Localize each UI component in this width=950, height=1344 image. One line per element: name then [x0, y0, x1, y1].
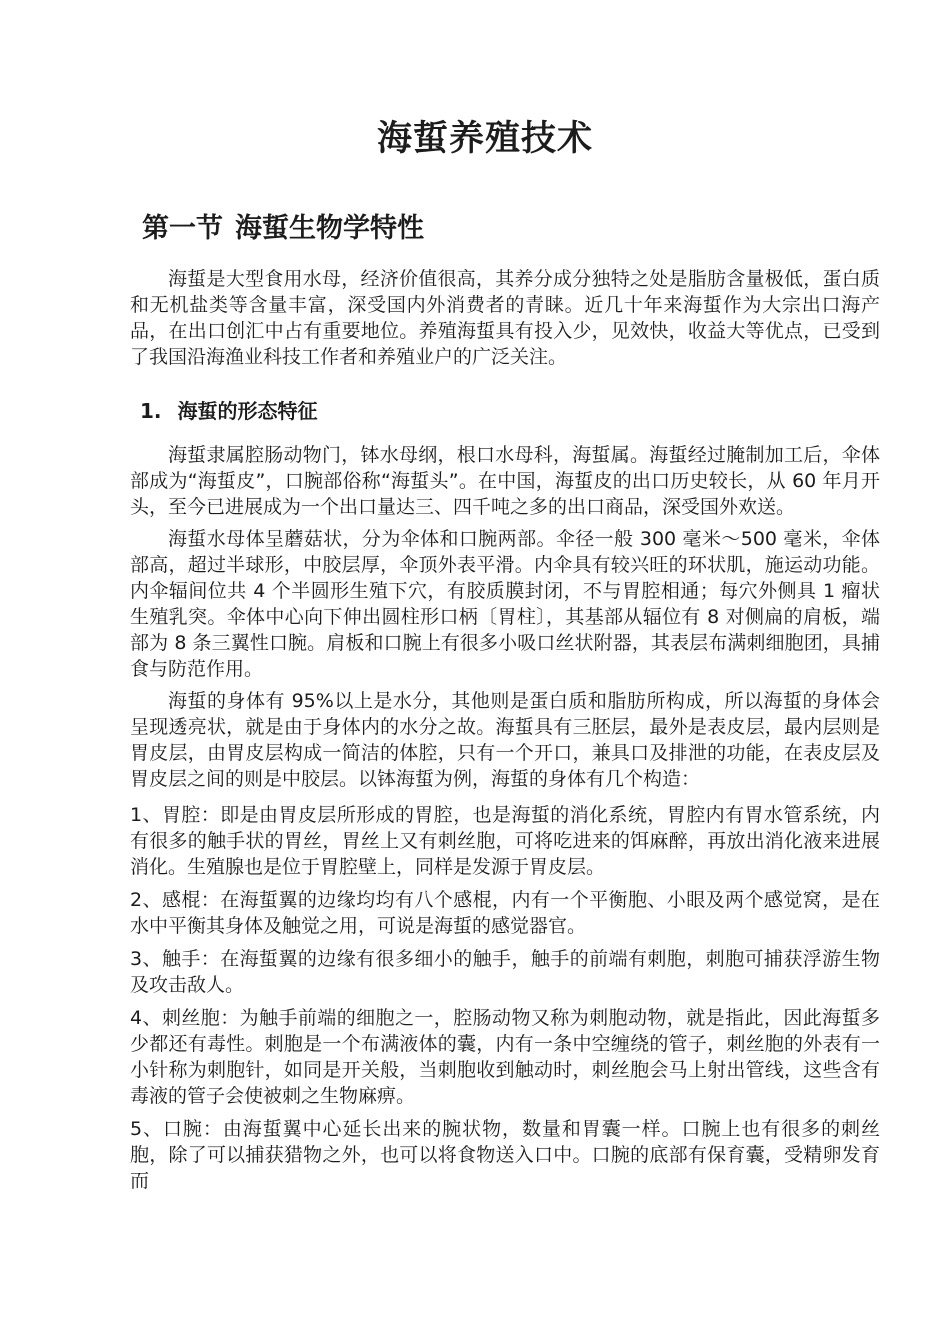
numbered-item — [130, 1005, 880, 1109]
item-number: 4、 — [130, 1007, 162, 1029]
document-title: 海蜇养殖技术 — [376, 119, 593, 159]
item-text: 感棍：在海蜇翼的边缘均均有八个感棍，内有一个平衡胞、小眼及两个感觉窝，是在水中平衡其身体及触觉之用，可说是海蜇的感觉器官。 — [130, 889, 880, 937]
body-paragraph: 海蜇的身体有 95%以上是水分，其他则是蛋白质和脂肪所构成，所以海蜇的身体会呈现透亮状，就是由于身体内的水分之故。海蜇具有三胚层，最外是表皮层，最内层则是胃皮层，由胃皮层构成一简洁的体腔，只有一个开口，兼具口及排泄的功能，在表皮层及胃皮层之间的则是中胶层。以钵海蜇为例，海蜇的身体有几个构造： — [130, 690, 880, 790]
body-paragraph: 海蜇水母体呈蘑菇状，分为伞体和口腕两部。伞径一般 300 毫米～500 毫米，伞体部高，超过半球形，中胶层厚，伞顶外表平滑。内伞具有较兴旺的环状肌，施运动功能。内伞辐间位共 4 个半圆形生殖下穴，有胶质膜封闭，不与胃腔相通；每穴外侧具 1 瘤状生殖乳突。伞体中心向下伸出圆柱形口柄〔胃柱〕，其基部从辐位有 8 对侧扁的肩板，端部为 8 条三翼性口腕。肩板和口腕上有很多小吸口丝状附器，其表层布满刺细胞团，具捕食与防范作用。 — [130, 528, 880, 680]
numbered-item — [130, 1116, 880, 1194]
subsection-heading — [140, 398, 880, 424]
item-number: 5、 — [130, 1118, 163, 1140]
numbered-item — [130, 887, 880, 939]
item-number: 3、 — [130, 948, 162, 970]
numbered-item — [130, 946, 880, 998]
item-text: 口腕：由海蜇翼中心延长出来的腕状物，数量和胃囊一样。口腕上也有很多的刺丝胞，除了可以捕获猎物之外，也可以将食物送入口中。口腕的底部有保育囊，受精卵发育而 — [130, 1118, 880, 1192]
subsection-number: 1. — [140, 399, 162, 423]
numbered-item — [130, 802, 880, 880]
item-number: 1、 — [130, 804, 162, 826]
body-paragraph: 海蜇隶属腔肠动物门，钵水母纲，根口水母科，海蜇属。海蜇经过腌制加工后，伞体部成为“海蜇皮”，口腕部俗称“海蜇头”。在中国，海蜇皮的出口历史较长，从 60 年月开头，至今已进展成为一个出口量达三、四千吨之多的出口商品，深受国外欢送。 — [130, 444, 880, 518]
item-text: 胃腔：即是由胃皮层所形成的胃腔，也是海蜇的消化系统，胃腔内有胃水管系统，内有很多的触手状的胃丝，胃丝上又有刺丝胞，可将吃进来的饵麻醉，再放出消化液来进展消化。生殖腺也是位于胃腔壁上，同样是发源于胃皮层。 — [130, 804, 880, 878]
section-heading — [142, 212, 880, 246]
item-text: 触手：在海蜇翼的边缘有很多细小的触手，触手的前端有刺胞，刺胞可捕获浮游生物及攻击敌人。 — [130, 948, 880, 996]
item-number: 2、 — [130, 889, 162, 911]
numbered-items-list — [130, 802, 880, 1194]
intro-paragraph: 海蜇是大型食用水母，经济价值很高，其养分成分独特之处是脂肪含量极低，蛋白质和无机盐类等含量丰富，深受国内外消费者的青睐。近几十年来海蜇作为大宗出口海产品，在出口创汇中占有重要地位。养殖海蜇具有投入少，见效快，收益大等优点，已受到了我国沿海渔业科技工作者和养殖业户的广泛关注。 — [130, 268, 880, 368]
section-number: 第一节 — [142, 213, 223, 244]
section-title: 海蜇生物学特性 — [235, 213, 424, 244]
item-text: 刺丝胞：为触手前端的细胞之一，腔肠动物又称为刺胞动物，就是指此，因此海蜇多少都还有毒性。刺胞是一个布满液体的囊，内有一条中空缠绕的管子，刺丝胞的外表有一小针称为刺胞针，如同是开关般，当刺胞收到触动时，刺丝胞会马上射出管线，这些含有毒液的管子会使被刺之生物麻痹。 — [130, 1007, 880, 1107]
subsection-title: 海蜇的形态特征 — [177, 399, 318, 423]
